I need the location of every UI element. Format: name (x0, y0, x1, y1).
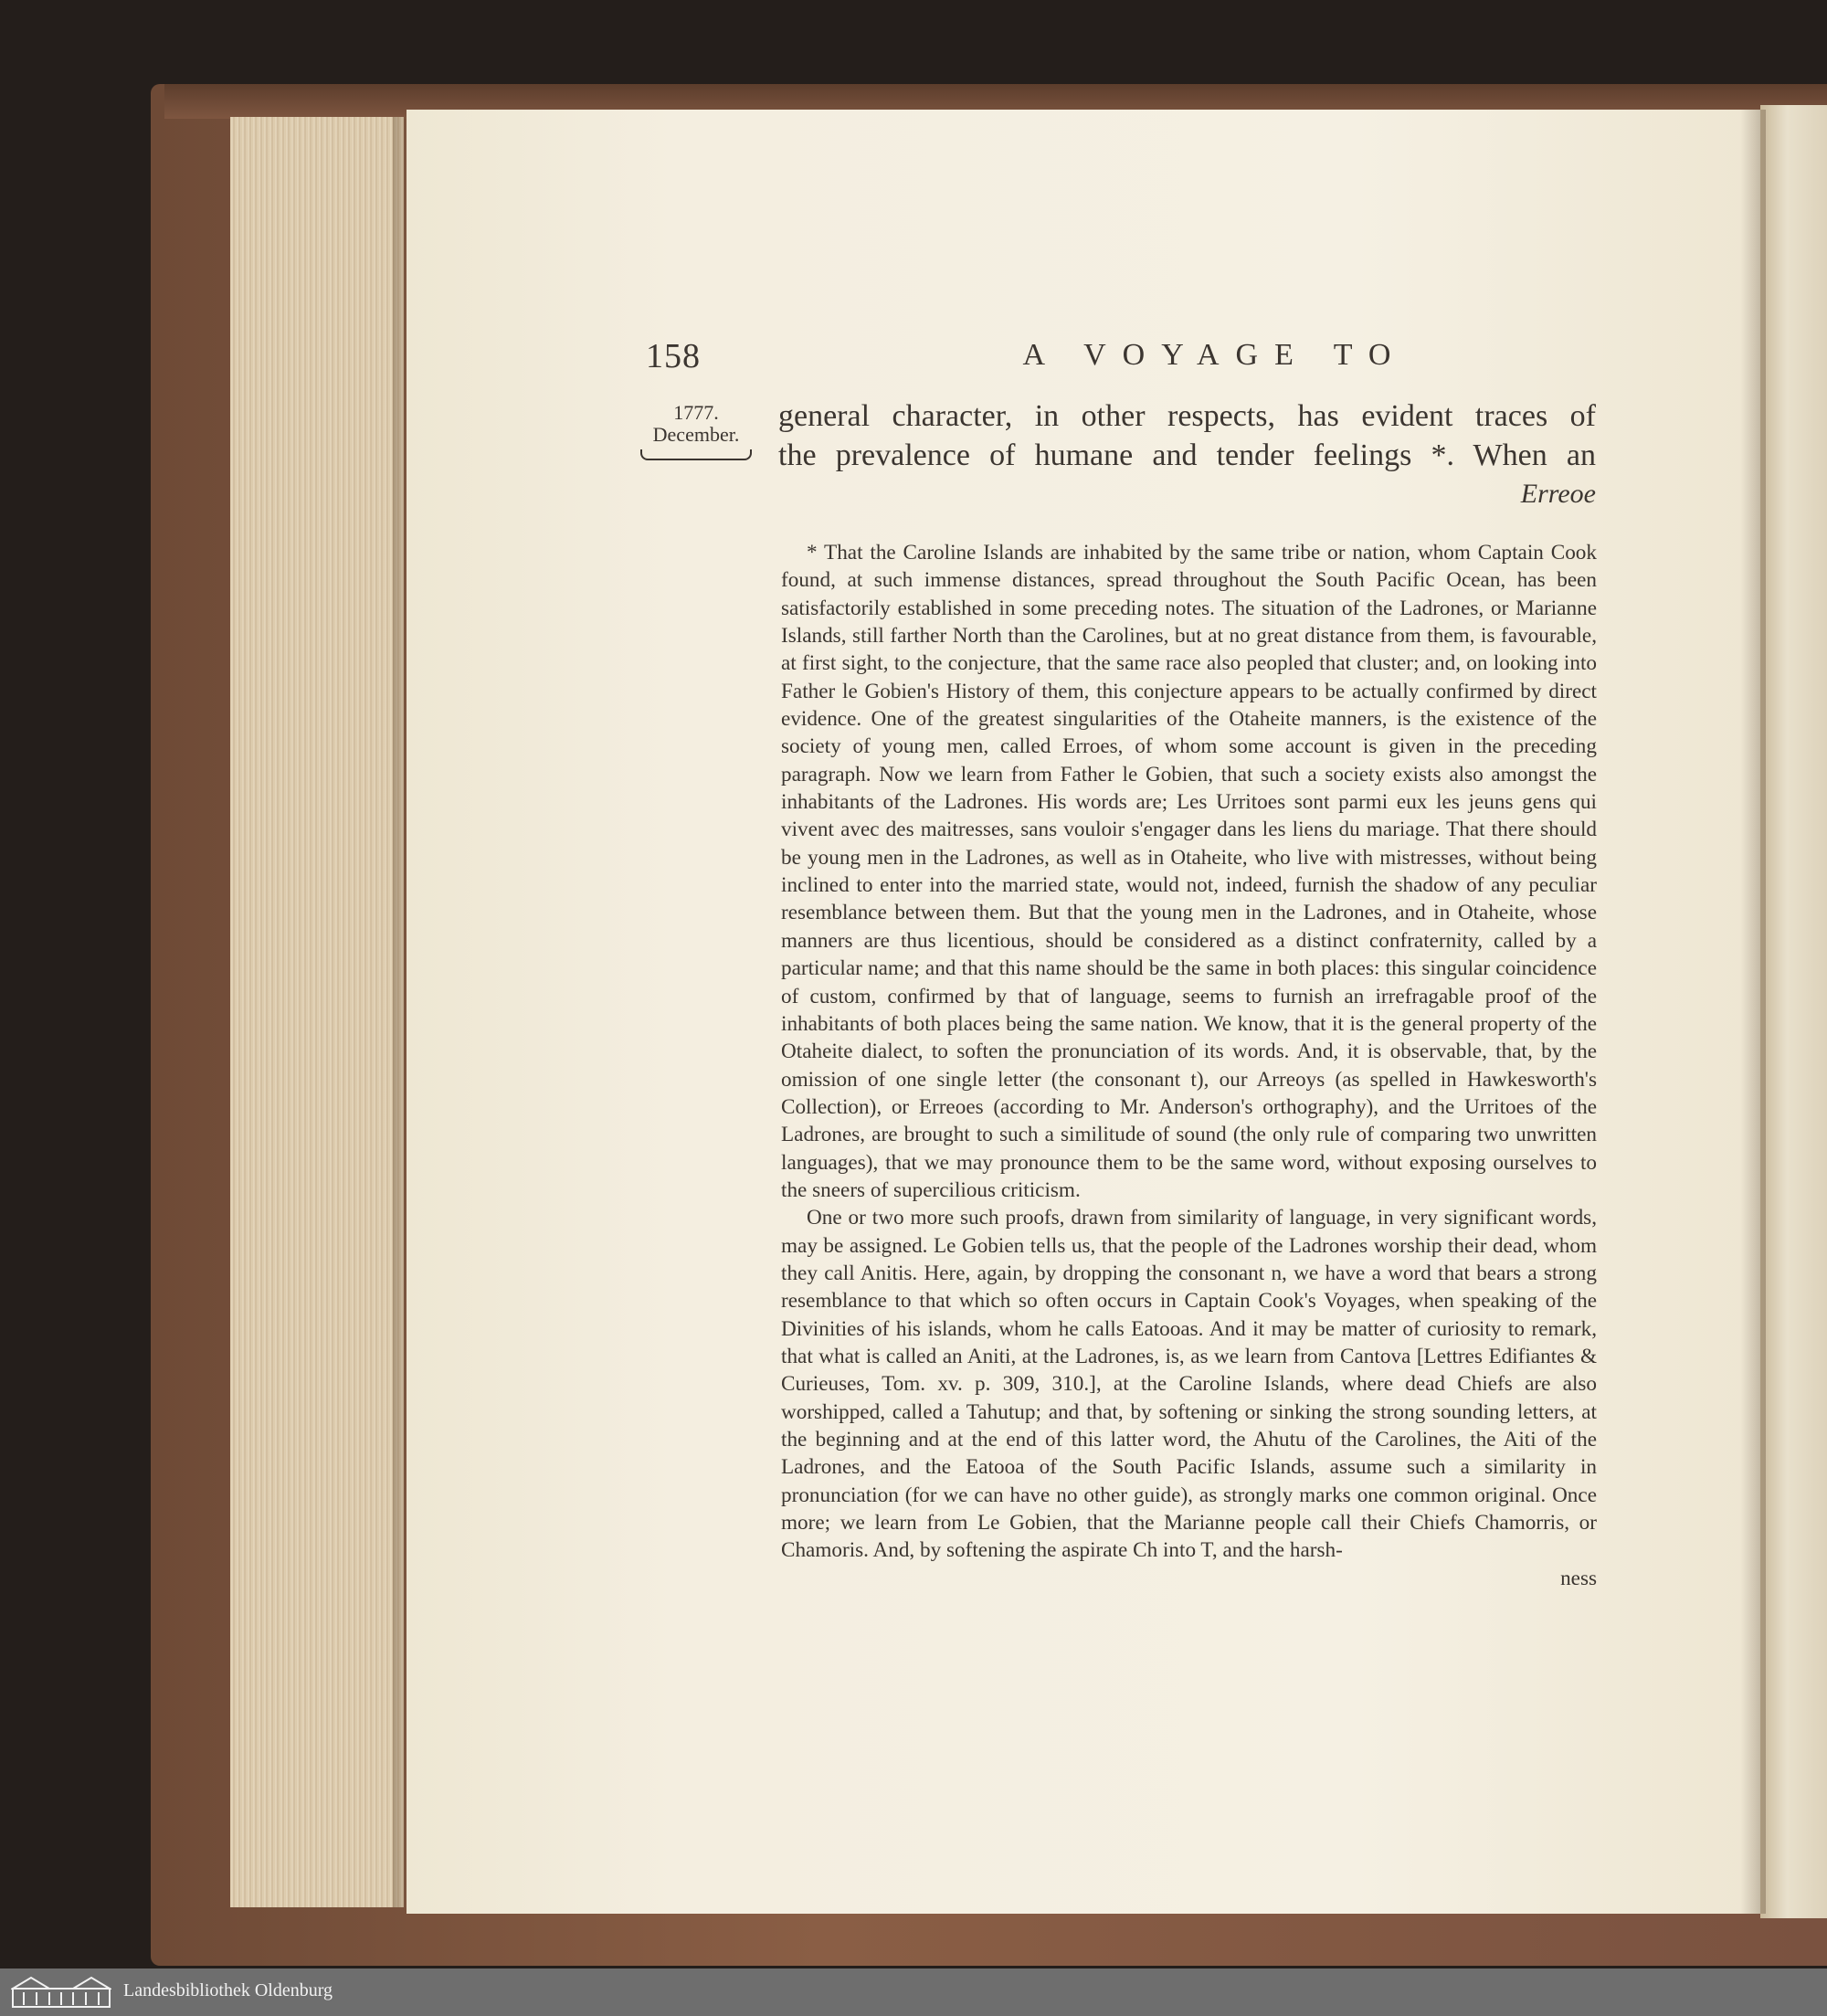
library-building-icon (11, 1976, 111, 2009)
margin-month: December. (652, 423, 740, 446)
body-line-1: general character, in other respects, has evident traces of (778, 399, 1596, 433)
footer-bar (0, 1969, 1827, 2016)
facing-page-sliver (1760, 105, 1827, 1918)
footnote (781, 539, 1597, 1592)
margin-year: 1777. (673, 401, 719, 424)
footnote-paragraph-2: One or two more such proofs, drawn from similarity of language, in very significant words, may be assigned. Le Gobien tells us, that the people of the Ladrones worship their dead, whom they call Anitis. Here, again, by dropping the consonant n, we have a word that bears a strong resemblance to that which so often occurs in Captain Cook's Voyages, when speaking of the Divinities of his islands, whom he calls Eatooas. And it may be matter of curiosity to remark, that what is called an Aniti, at the Ladrones, is, as we learn from Cantova [Lettres Edifiantes & Curieuses, Tom. xv. p. 309, 310.], at the Caroline Islands, where dead Chiefs are also worshipped, called a Tahutup; and that, by softening or sinking the strong sounding letters, at the beginning and at the end of this latter word, the Ahutu of the Carolines, the Aiti of the Ladrones, and the Eatooa of the South Pacific Islands, assume such a similarity in pronunciation (for we can have no other guide), as strongly marks one common original. Once more; we learn from Le Gobien, that the Marianne people call their Chiefs Chamorris, or Chamoris. And, by softening the aspirate Ch into T, and the harsh- (781, 1206, 1597, 1563)
page-edges-stack (230, 117, 404, 1907)
body-line-2: the prevalence of humane and tender feelings *. When an (778, 438, 1596, 472)
running-head: A VOYAGE TO (1022, 338, 1408, 372)
margin-brace (640, 449, 752, 460)
library-name: Landesbibliothek Oldenburg (123, 1980, 333, 2000)
margin-date-note (637, 402, 755, 460)
footnote-paragraph-1: * That the Caroline Islands are inhabited by the same tribe or nation, whom Captain Cook found, at such immense distances, spread throughout the South Pacific Ocean, has been satisfactorily established in some preceding notes. The situation of the Ladrones, or Marianne Islands, still farther North than the Carolines, but at no great distance from them, is favourable, at first sight, to the conjecture, that the same race also peopled that cluster; and, on looking into Father le Gobien's History of them, this conjecture appears to be actually confirmed by direct evidence. One of the greatest singularities of the Otaheite manners, is the existence of the society of young men, called Erroes, of whom some account is given in the preceding paragraph. Now we learn from Father le Gobien, that such a society exists also amongst the inhabitants of the Ladrones. His words are; Les Urritoes sont parmi eux les jeuns gens qui vivent avec des maitresses, sans vouloir s'engager dans les liens du mariage. That there should be young men in the Ladrones, as well as in Otaheite, who live with mistresses, without being inclined to enter into the married state, would not, indeed, furnish the shadow of any peculiar resemblance between them. But that the young men in the Ladrones, and in Otaheite, whose manners are thus licentious, should be considered as a distinct confraternity, called by a particular name; and that this name should be the same in both places: this singular coincidence of custom, confirmed by that of language, seems to furnish an irrefragable proof of the inhabitants of both places being the same nation. We know, that it is the general property of the Otaheite dialect, to soften the pronunciation of its words. And, it is observable, that, by the omission of one single letter (the consonant t), our Arreoys (as spelled in Hawkesworth's Collection), or Erreoes (according to Mr. Anderson's orthography), and the Urritoes of the Ladrones, are brought to such a similitude of sound (the only rule of comparing two unwritten languages), that we may pronounce them to be the same word, without exposing ourselves to the sneers of supercilious criticism. (781, 541, 1597, 1202)
main-body-text (778, 396, 1596, 475)
page-gutter-shadow (1740, 110, 1766, 1914)
main-catchword: Erreoe (1520, 479, 1596, 509)
page-number: 158 (646, 337, 701, 375)
footnote-catchword: ness (1560, 1566, 1597, 1590)
